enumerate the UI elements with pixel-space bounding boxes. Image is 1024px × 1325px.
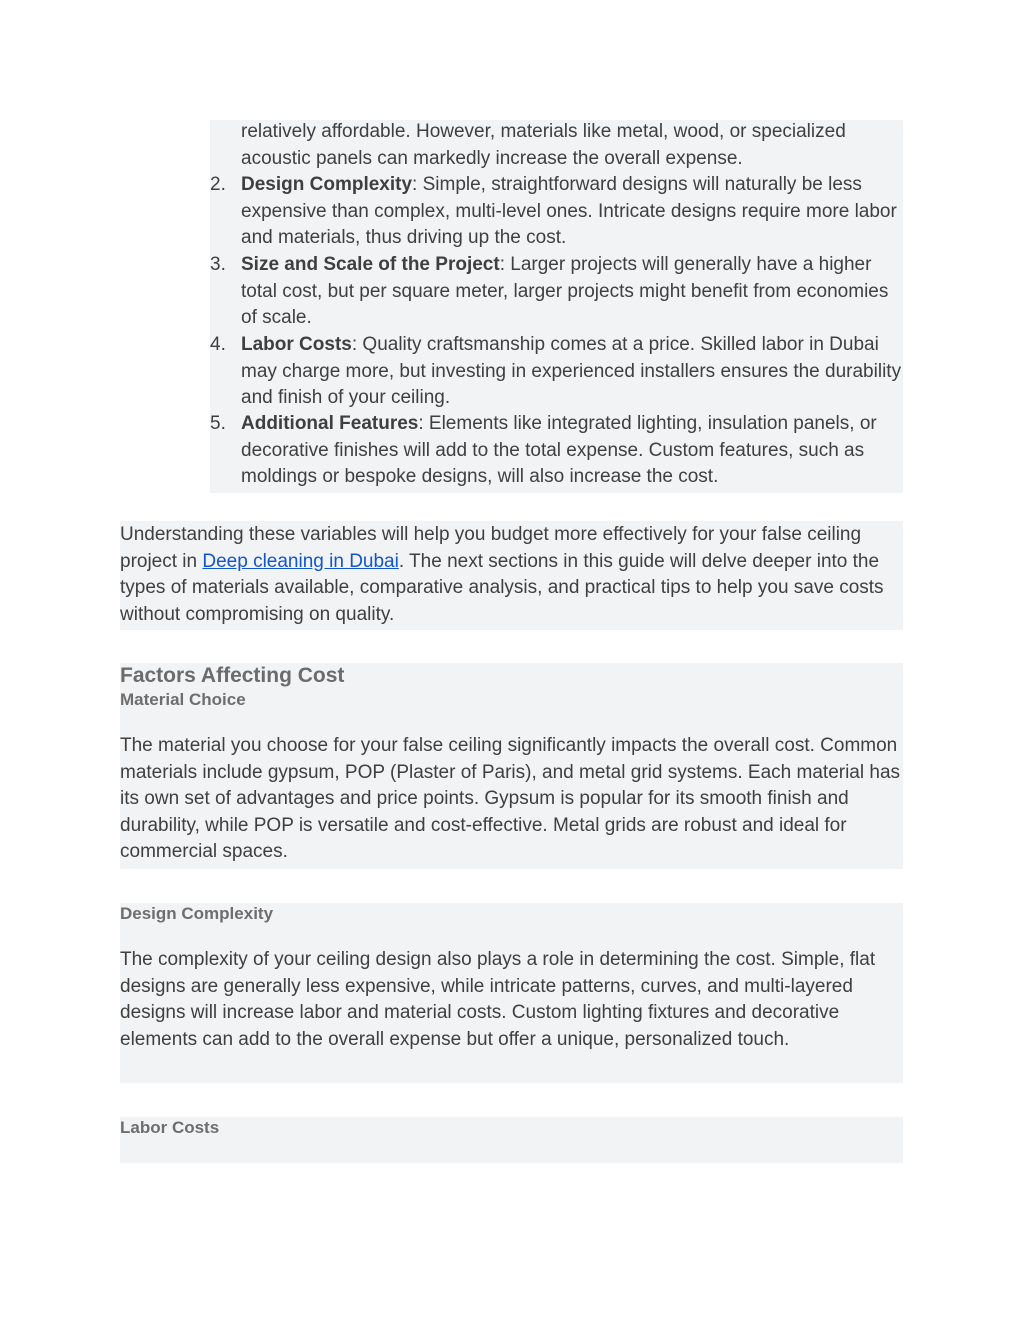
list-item bbox=[210, 332, 903, 412]
list-item-term: Design Complexity bbox=[241, 174, 413, 195]
list-number: 2. bbox=[210, 174, 226, 195]
summary-text-after-link: . The next sections in this guide will delve deeper into the types of materials available, comparative analysis, and practical tips to help you save costs without compromising on quality. bbox=[120, 550, 884, 625]
list-item-body bbox=[241, 411, 903, 491]
list-item-body bbox=[241, 252, 903, 332]
labor-costs-heading: Labor Costs bbox=[120, 1118, 220, 1137]
list-item bbox=[210, 172, 903, 252]
list-item-text: : Elements like integrated lighting, insulation panels, or decorative finishes will add to the total expense. Custom features, such as moldings or bespoke designs, will also increase the cost. bbox=[241, 413, 877, 488]
list-item-1-continuation: relatively affordable. However, materials like metal, wood, or specialized acoustic panels can markedly increase the overall expense. bbox=[241, 121, 846, 169]
summary-paragraph bbox=[120, 522, 903, 628]
deep-cleaning-dubai-link[interactable]: Deep cleaning in Dubai bbox=[202, 550, 399, 572]
factors-section bbox=[120, 663, 903, 869]
list-item bbox=[210, 411, 903, 491]
design-complexity-heading: Design Complexity bbox=[120, 904, 274, 923]
list-item-term: Additional Features bbox=[241, 413, 419, 434]
list-item-term: Labor Costs bbox=[241, 334, 352, 355]
material-choice-heading: Material Choice bbox=[120, 690, 246, 709]
list-number: 5. bbox=[210, 413, 226, 434]
summary-text-before-link: Understanding these variables will help you budget more effectively for your false ceiling project in bbox=[120, 524, 862, 572]
list-item-text: : Larger projects will generally have a higher total cost, but per square meter, larger projects might benefit from economies of scale. bbox=[241, 254, 889, 329]
summary-paragraph-block bbox=[120, 521, 903, 630]
factors-heading: Factors Affecting Cost bbox=[120, 664, 345, 687]
list-number: 4. bbox=[210, 334, 226, 355]
list-item-text: : Simple, straightforward designs will naturally be less expensive than complex, multi-level ones. Intricate designs require more labor and materials, thus driving up the cost. bbox=[241, 174, 897, 249]
list-number: 3. bbox=[210, 254, 226, 275]
material-choice-paragraph: The material you choose for your false ceiling significantly impacts the overall cost. Common materials include gypsum, POP (Plaster of Paris), and metal grid systems. Each material has its own set of advantages and price points. Gypsum is popular for its smooth finish and durability, while POP is versatile and cost-effective. Metal grids are robust and ideal for commercial spaces. bbox=[120, 735, 901, 863]
list-item-term: Size and Scale of the Project bbox=[241, 254, 500, 275]
list-item-body bbox=[241, 332, 903, 412]
design-complexity-section bbox=[120, 903, 903, 1083]
list-item-body bbox=[241, 172, 903, 252]
list-item-text: : Quality craftsmanship comes at a price. Skilled labor in Dubai may charge more, but investing in experienced installers ensures the durability and finish of your ceiling. bbox=[241, 334, 902, 409]
labor-costs-section bbox=[120, 1117, 903, 1163]
list-item bbox=[210, 252, 903, 332]
cost-factors-list bbox=[210, 120, 903, 493]
design-complexity-paragraph: The complexity of your ceiling design also plays a role in determining the cost. Simple, flat designs are generally less expensive, while intricate patterns, curves, and multi-layered designs will increase labor and material costs. Custom lighting fixtures and decorative elements can add to the overall expense but offer a unique, personalized touch. bbox=[120, 949, 876, 1050]
